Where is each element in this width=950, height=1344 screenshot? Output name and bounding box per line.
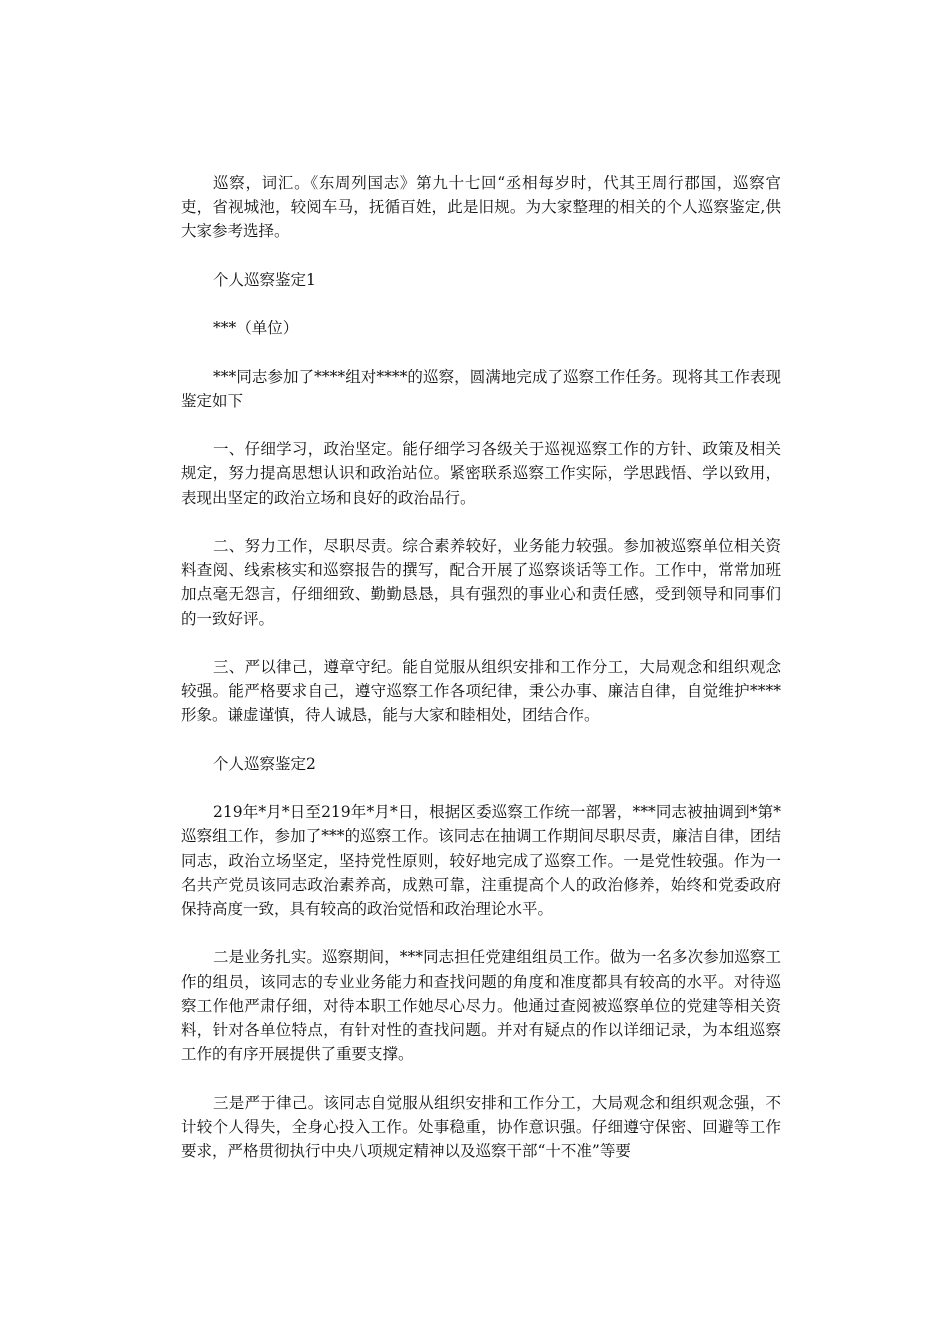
section-1-point-3: 三、严以律己，遵章守纪。能自觉服从组织安排和工作分工，大局观念和组织观念较强。能严格要求自己，遵守巡察工作各项纪律，秉公办事、廉洁自律，自觉维护****形象。谦虚谨慎，待人诚恳，能与大家和睦相处，团结合作。	[181, 657, 781, 725]
unit-line: ***（单位）	[213, 319, 299, 338]
section-1-heading: 个人巡察鉴定1	[213, 270, 316, 289]
section-1-opening: ***同志参加了****组对****的巡察，圆满地完成了巡察工作任务。现将其工作表现鉴定如下	[181, 367, 781, 410]
section-2-point-3: 三是严于律己。该同志自觉服从组织安排和工作分工，大局观念和组织观念强，不计较个人得失，全身心投入工作。处事稳重，协作意识强。仔细遵守保密、回避等工作要求，严格贯彻执行中央八项规定精神以及巡察干部“十不准”等要	[181, 1093, 781, 1160]
section-2-point-2: 二是业务扎实。巡察期间，***同志担任党建组组员工作。做为一名多次参加巡察工作的组员，该同志的专业业务能力和查找问题的角度和准度都具有较高的水平。对待巡察工作他严肃仔细，对待本职工作她尽心尽力。他通过查阅被巡察单位的党建等相关资料，针对各单位特点，有针对性的查找问题。并对有疑点的作以详细记录，为本组巡察工作的有序开展提供了重要支撑。	[181, 948, 781, 1064]
intro-paragraph: 巡察，词汇。《东周列国志》第九十七回“丞相每岁时，代其王周行郡国，巡察官吏，省视城池，较阅车马，抚循百姓，此是旧规。为大家整理的相关的个人巡察鉴定,供大家参考选择。	[181, 174, 781, 241]
section-1-point-1: 一、仔细学习，政治坚定。能仔细学习各级关于巡视巡察工作的方针、政策及相关规定，努力提高思想认识和政治站位。紧密联系巡察工作实际，学思践悟、学以致用，表现出坚定的政治立场和良好的政治品行。	[181, 440, 781, 507]
document-body	[181, 171, 781, 1187]
section-2-heading: 个人巡察鉴定2	[213, 754, 316, 773]
section-2-opening: 219年*月*日至219年*月*日，根据区委巡察工作统一部署，***同志被抽调到*第*巡察组工作，参加了***的巡察工作。该同志在抽调工作期间尽职尽责，廉洁自律，团结同志，政治立场坚定，坚持党性原则，较好地完成了巡察工作。一是党性较强。作为一名共产党员该同志政治素养高，成熟可靠，注重提高个人的政治修养，始终和党委政府保持高度一致，具有较高的政治觉悟和政治理论水平。	[181, 803, 781, 918]
section-1-point-2: 二、努力工作，尽职尽责。综合素养较好，业务能力较强。参加被巡察单位相关资料查阅、线索核实和巡察报告的撰写，配合开展了巡察谈话等工作。工作中，常常加班加点毫无怨言，仔细细致、勤勤恳恳，具有强烈的事业心和责任感，受到领导和同事们的一致好评。	[181, 536, 781, 628]
